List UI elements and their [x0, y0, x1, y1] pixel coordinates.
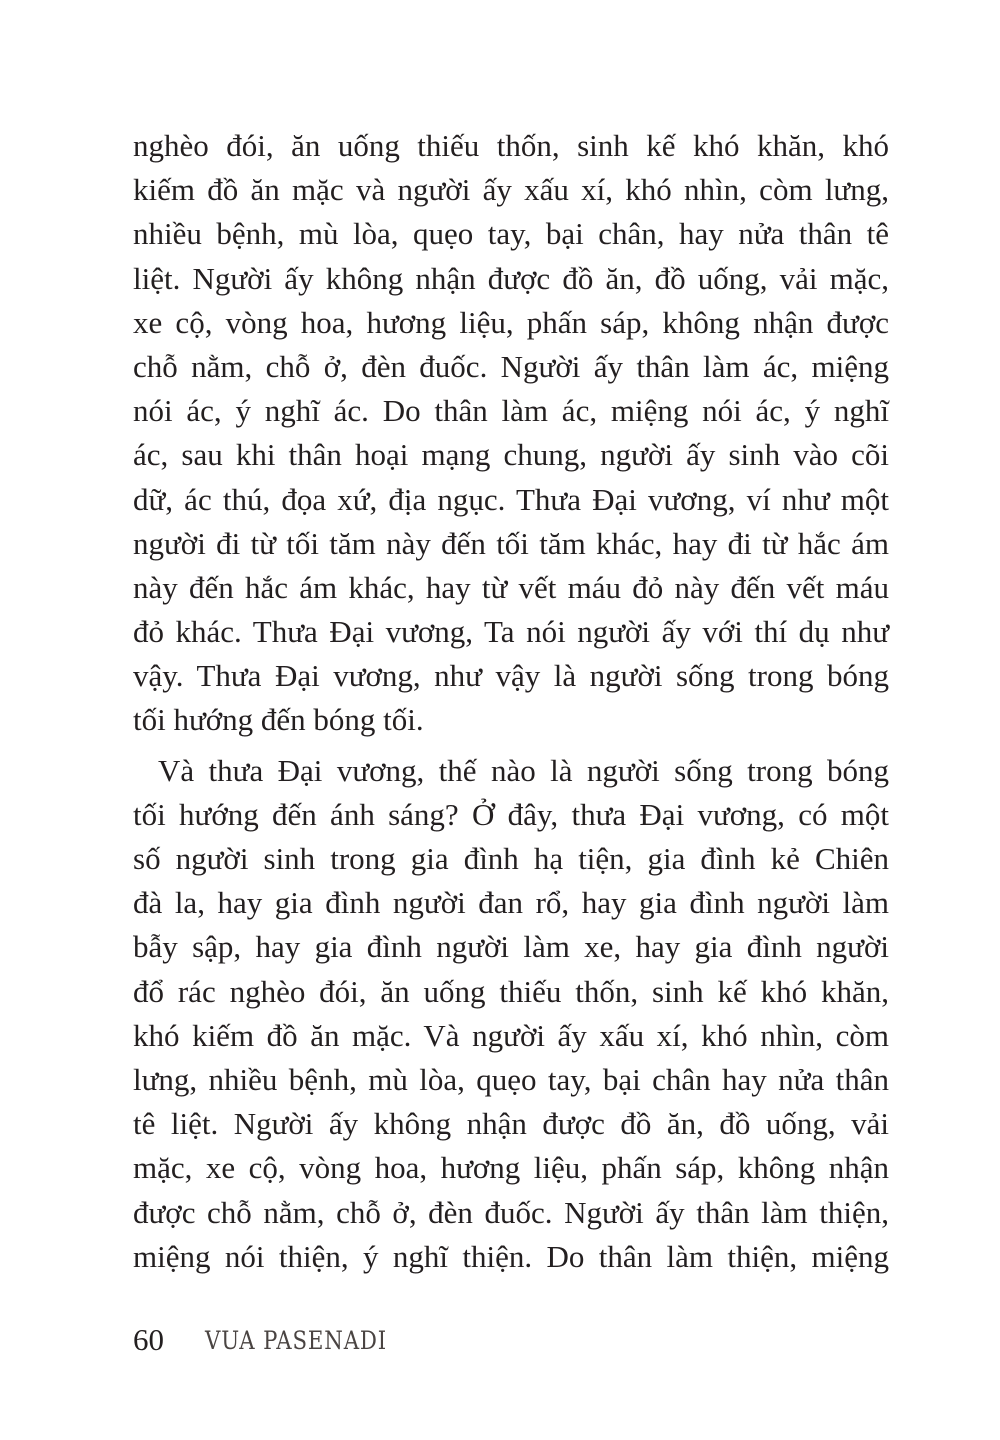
- text-line: được chỗ nằm, chỗ ở, đèn đuốc. Người ấy thân làm thiện,: [133, 1194, 889, 1230]
- paragraph-2: [133, 749, 889, 1279]
- text-line: bẫy sập, hay gia đình người làm xe, hay gia đình người: [133, 929, 889, 965]
- text-line: này đến hắc ám khác, hay từ vết máu đỏ này đến vết máu: [133, 569, 889, 605]
- text-line: kiếm đồ ăn mặc và người ấy xấu xí, khó nhìn, còm lưng,: [133, 172, 889, 208]
- text-line: xe cộ, vòng hoa, hương liệu, phấn sáp, không nhận được: [133, 304, 889, 340]
- text-line: số người sinh trong gia đình hạ tiện, gia đình kẻ Chiên: [133, 841, 889, 876]
- text-line: dữ, ác thú, đọa xứ, địa ngục. Thưa Đại vương, ví như một: [133, 481, 889, 517]
- text-line: nghèo đói, ăn uống thiếu thốn, sinh kế khó khăn, khó: [133, 128, 889, 163]
- running-title: VUA PASENADI: [205, 1326, 388, 1355]
- page-footer: [133, 1322, 388, 1358]
- text-line: miệng nói thiện, ý nghĩ thiện. Do thân làm thiện, miệng: [133, 1238, 889, 1274]
- text-line: chỗ nằm, chỗ ở, đèn đuốc. Người ấy thân làm ác, miệng: [133, 348, 889, 384]
- text-line: ác, sau khi thân hoại mạng chung, người ấy sinh vào cõi: [133, 437, 889, 473]
- body-text: [133, 124, 889, 1279]
- text-line: tê liệt. Người ấy không nhận được đồ ăn, đồ uống, vải: [133, 1106, 889, 1142]
- text-line: đà la, hay gia đình người đan rổ, hay gia đình người làm: [133, 885, 889, 921]
- text-line: Và thưa Đại vương, thế nào là người sống trong bóng: [158, 752, 889, 788]
- text-line: liệt. Người ấy không nhận được đồ ăn, đồ uống, vải mặc,: [133, 260, 889, 296]
- text-line: khó kiếm đồ ăn mặc. Và người ấy xấu xí, khó nhìn, còm: [133, 1017, 889, 1053]
- text-line: tối hướng đến ánh sáng? Ở đây, thưa Đại vương, có một: [133, 796, 889, 832]
- text-line: người đi từ tối tăm này đến tối tăm khác, hay đi từ hắc ám: [133, 525, 889, 561]
- text-line: đỏ khác. Thưa Đại vương, Ta nói người ấy với thí dụ như: [133, 614, 889, 650]
- text-line: nói ác, ý nghĩ ác. Do thân làm ác, miệng nói ác, ý nghĩ: [133, 393, 889, 429]
- text-line: lưng, nhiều bệnh, mù lòa, quẹo tay, bại chân hay nửa thân: [133, 1061, 889, 1097]
- text-line: nhiều bệnh, mù lòa, quẹo tay, bại chân, hay nửa thân tê: [133, 216, 889, 252]
- text-line: mặc, xe cộ, vòng hoa, hương liệu, phấn sáp, không nhận: [133, 1150, 889, 1186]
- text-line: đổ rác nghèo đói, ăn uống thiếu thốn, sinh kế khó khăn,: [133, 973, 889, 1009]
- paragraph-1: [133, 124, 889, 743]
- text-line: vậy. Thưa Đại vương, như vậy là người sống trong bóng: [133, 658, 889, 694]
- text-line: tối hướng đến bóng tối.: [133, 702, 424, 738]
- page-number: 60: [133, 1322, 164, 1357]
